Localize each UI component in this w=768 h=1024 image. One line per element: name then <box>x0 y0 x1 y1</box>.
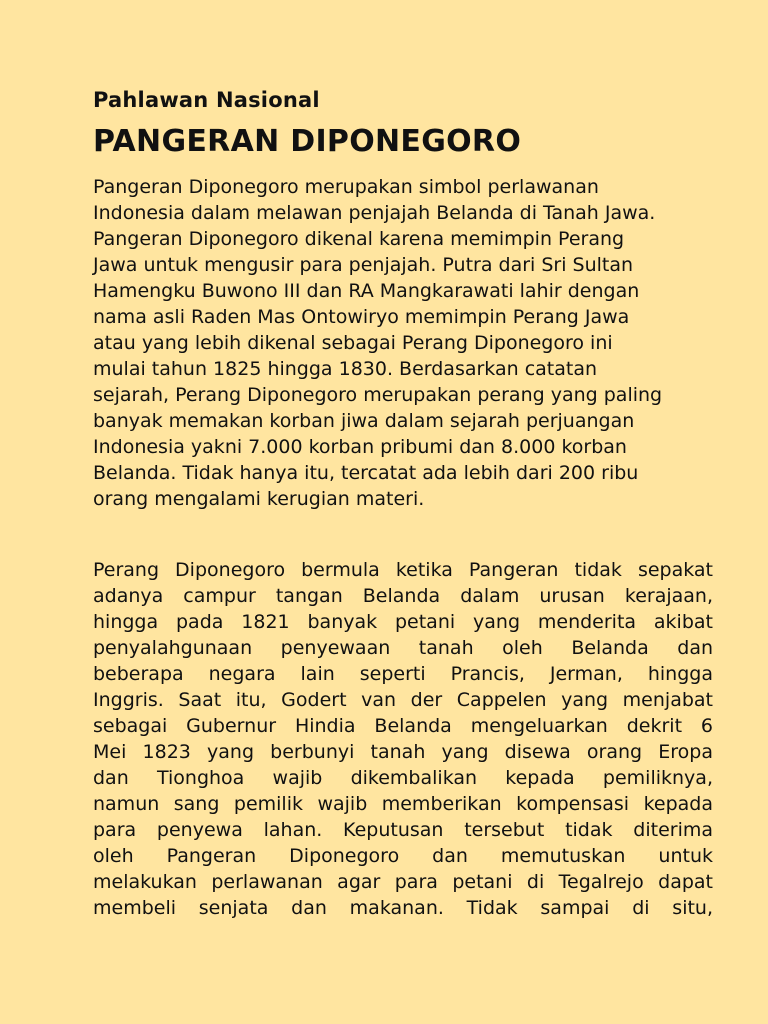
paragraph-line: sejarah, Perang Diponegoro merupakan perang yang paling <box>93 384 663 406</box>
paragraph-line: hingga pada 1821 banyak petani yang menderita akibat <box>93 611 713 633</box>
paragraph-line: Belanda. Tidak hanya itu, tercatat ada lebih dari 200 ribu <box>93 462 639 484</box>
paragraph-1 <box>93 174 713 512</box>
paragraph-line: para penyewa lahan. Keputusan tersebut tidak diterima <box>93 819 713 841</box>
paragraph-line: nama asli Raden Mas Ontowiryo memimpin Perang Jawa <box>93 306 630 328</box>
paragraph-line: mulai tahun 1825 hingga 1830. Berdasarkan catatan <box>93 358 598 380</box>
paragraph-line: beberapa negara lain seperti Prancis, Jerman, hingga <box>93 663 713 685</box>
paragraph-line: penyalahgunaan penyewaan tanah oleh Belanda dan <box>93 637 713 659</box>
paragraph-line: adanya campur tangan Belanda dalam urusan kerajaan, <box>93 585 713 607</box>
paragraph-line: Pangeran Diponegoro merupakan simbol perlawanan <box>93 176 599 198</box>
paragraph-line: dan Tionghoa wajib dikembalikan kepada pemiliknya, <box>93 767 713 789</box>
paragraph-line: orang mengalami kerugian materi. <box>93 488 425 510</box>
paragraph-line: namun sang pemilik wajib memberikan kompensasi kepada <box>93 793 713 815</box>
paragraph-line: Perang Diponegoro bermula ketika Pangeran tidak sepakat <box>93 559 713 581</box>
paragraph-line: Inggris. Saat itu, Godert van der Cappelen yang menjabat <box>93 689 713 711</box>
paragraph-line: oleh Pangeran Diponegoro dan memutuskan untuk <box>93 845 713 867</box>
paragraph-line: Indonesia yakni 7.000 korban pribumi dan 8.000 korban <box>93 436 627 458</box>
paragraph-line: membeli senjata dan makanan. Tidak sampai di situ, <box>93 897 713 919</box>
paragraph-line: banyak memakan korban jiwa dalam sejarah perjuangan <box>93 410 635 432</box>
document-title: PANGERAN DIPONEGORO <box>93 124 522 159</box>
paragraph-line: Indonesia dalam melawan penjajah Belanda di Tanah Jawa. <box>93 202 656 224</box>
paragraph-line: Hamengku Buwono III dan RA Mangkarawati lahir dengan <box>93 280 640 302</box>
paragraph-line: Mei 1823 yang berbunyi tanah yang disewa orang Eropa <box>93 741 713 763</box>
paragraph-line: melakukan perlawanan agar para petani di Tegalrejo dapat <box>93 871 713 893</box>
paragraph-line: Pangeran Diponegoro dikenal karena memimpin Perang <box>93 228 625 250</box>
paragraph-line: atau yang lebih dikenal sebagai Perang Diponegoro ini <box>93 332 613 354</box>
paragraph-2 <box>93 557 713 921</box>
paragraph-line: Jawa untuk mengusir para penjajah. Putra dari Sri Sultan <box>93 254 634 276</box>
paragraph-line: sebagai Gubernur Hindia Belanda mengeluarkan dekrit 6 <box>93 715 713 737</box>
document-subtitle: Pahlawan Nasional <box>93 88 320 112</box>
